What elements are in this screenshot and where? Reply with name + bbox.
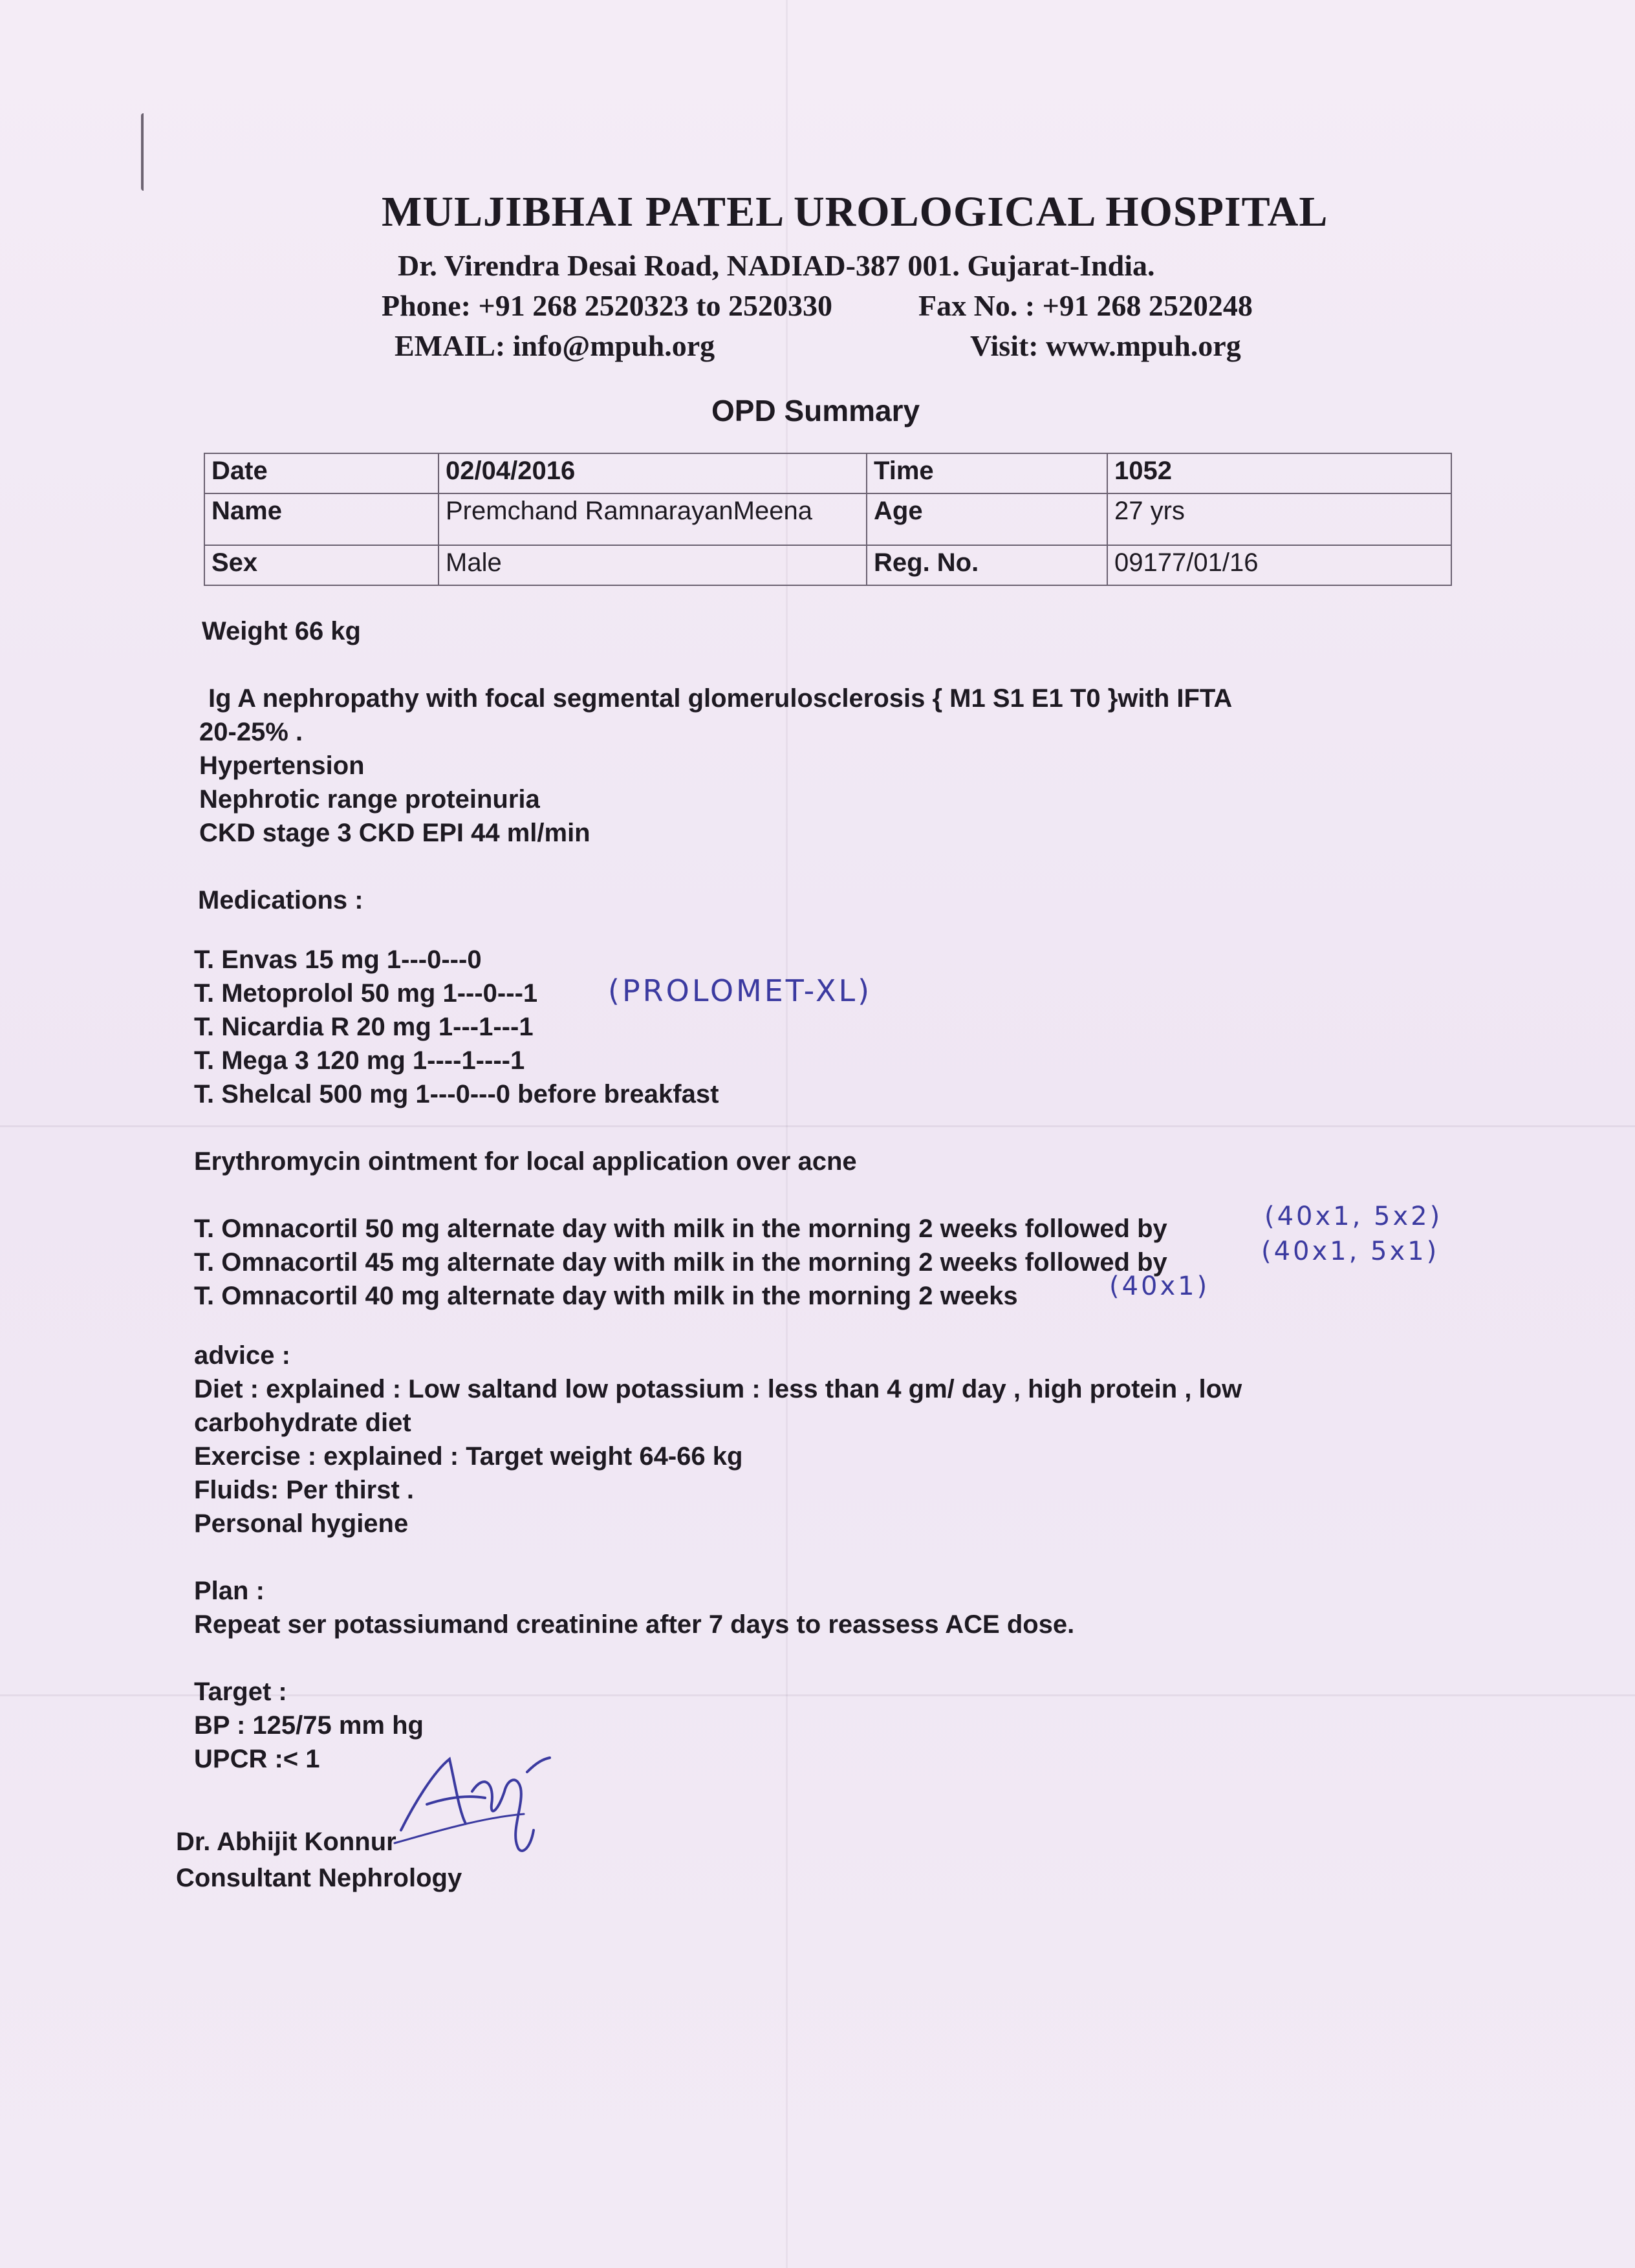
medication-list <box>194 943 1488 1111</box>
name-label: Name <box>204 493 439 545</box>
omnacortil-item: T. Omnacortil 45 mg alternate day with milk in the morning 2 weeks followed by <box>194 1248 1167 1277</box>
handwritten-note-omnacortil-2: (40x1, 5x1) <box>1261 1237 1440 1266</box>
date-value: 02/04/2016 <box>439 453 867 493</box>
advice-item: Diet : explained : Low saltand low potassium : less than 4 gm/ day , high protein , low <box>194 1375 1242 1403</box>
medication-item: T. Nicardia R 20 mg 1---1---1 <box>194 1013 534 1041</box>
time-value: 1052 <box>1107 453 1451 493</box>
reg-value: 09177/01/16 <box>1107 545 1451 585</box>
ointment-instruction: Erythromycin ointment for local application over acne <box>194 1147 857 1176</box>
target-item: BP : 125/75 mm hg <box>194 1711 424 1740</box>
advice-item: Exercise : explained : Target weight 64-66 kg <box>194 1442 743 1471</box>
name-value: Premchand RamnarayanMeena <box>439 493 867 545</box>
advice-item: carbohydrate diet <box>194 1409 411 1437</box>
diagnosis-list <box>199 682 1488 850</box>
target-item: UPCR :< 1 <box>194 1745 320 1773</box>
hospital-header <box>362 188 1332 366</box>
medication-item: T. Mega 3 120 mg 1----1----1 <box>194 1046 525 1075</box>
age-value: 27 yrs <box>1107 493 1451 545</box>
medications-heading: Medications : <box>198 886 363 914</box>
diagnosis-item: Nephrotic range proteinuria <box>199 785 540 814</box>
hospital-address: Dr. Virendra Desai Road, NADIAD-387 001. Gujarat-India. <box>398 249 1155 282</box>
sex-label: Sex <box>204 545 439 585</box>
advice-heading: advice : <box>194 1341 290 1370</box>
hospital-phone: Phone: +91 268 2520323 to 2520330 <box>382 289 833 322</box>
age-label: Age <box>867 493 1107 545</box>
plan-item: Repeat ser potassiumand creatinine after 7 days to reassess ACE dose. <box>194 1610 1075 1639</box>
time-label: Time <box>867 453 1107 493</box>
summary-body <box>194 614 1488 1776</box>
diagnosis-item: Hypertension <box>199 751 365 780</box>
diagnosis-item: 20-25% . <box>199 718 303 746</box>
doctor-title: Consultant Nephrology <box>176 1864 462 1892</box>
medication-item: T. Shelcal 500 mg 1---0---0 before breakfast <box>194 1080 719 1108</box>
hospital-fax: Fax No. : +91 268 2520248 <box>918 289 1253 322</box>
target-heading: Target : <box>194 1678 287 1706</box>
omnacortil-item: T. Omnacortil 50 mg alternate day with milk in the morning 2 weeks followed by <box>194 1215 1167 1243</box>
plan-heading: Plan : <box>194 1577 265 1605</box>
diagnosis-item: Ig A nephropathy with focal segmental glomerulosclerosis { M1 S1 E1 T0 }with IFTA <box>208 684 1233 713</box>
weight: Weight 66 kg <box>202 617 361 645</box>
advice-item: Fluids: Per thirst . <box>194 1476 415 1504</box>
staple-mark <box>141 113 149 191</box>
handwritten-note-metoprolol: (PROLOMET-XL) <box>608 973 872 1008</box>
doctor-name: Dr. Abhijit Konnur <box>176 1828 396 1856</box>
hospital-name: MULJIBHAI PATEL UROLOGICAL HOSPITAL <box>382 188 1328 235</box>
reg-label: Reg. No. <box>867 545 1107 585</box>
medication-item: T. Envas 15 mg 1---0---0 <box>194 945 482 974</box>
diagnosis-item: CKD stage 3 CKD EPI 44 ml/min <box>199 819 590 847</box>
page-title: OPD Summary <box>711 394 920 427</box>
advice-item: Personal hygiene <box>194 1509 409 1538</box>
advice-list <box>194 1372 1488 1540</box>
medication-item: T. Metoprolol 50 mg 1---0---1 <box>194 979 538 1008</box>
sex-value: Male <box>439 545 867 585</box>
hospital-website: Visit: www.mpuh.org <box>970 329 1241 362</box>
handwritten-note-omnacortil-3: (40x1) <box>1109 1271 1210 1301</box>
date-label: Date <box>204 453 439 493</box>
doctor-block <box>176 1824 462 1896</box>
handwritten-note-omnacortil-1: (40x1, 5x2) <box>1264 1202 1443 1231</box>
patient-info-table <box>204 453 1452 586</box>
hospital-email: EMAIL: info@mpuh.org <box>395 329 715 362</box>
omnacortil-item: T. Omnacortil 40 mg alternate day with milk in the morning 2 weeks <box>194 1282 1018 1310</box>
